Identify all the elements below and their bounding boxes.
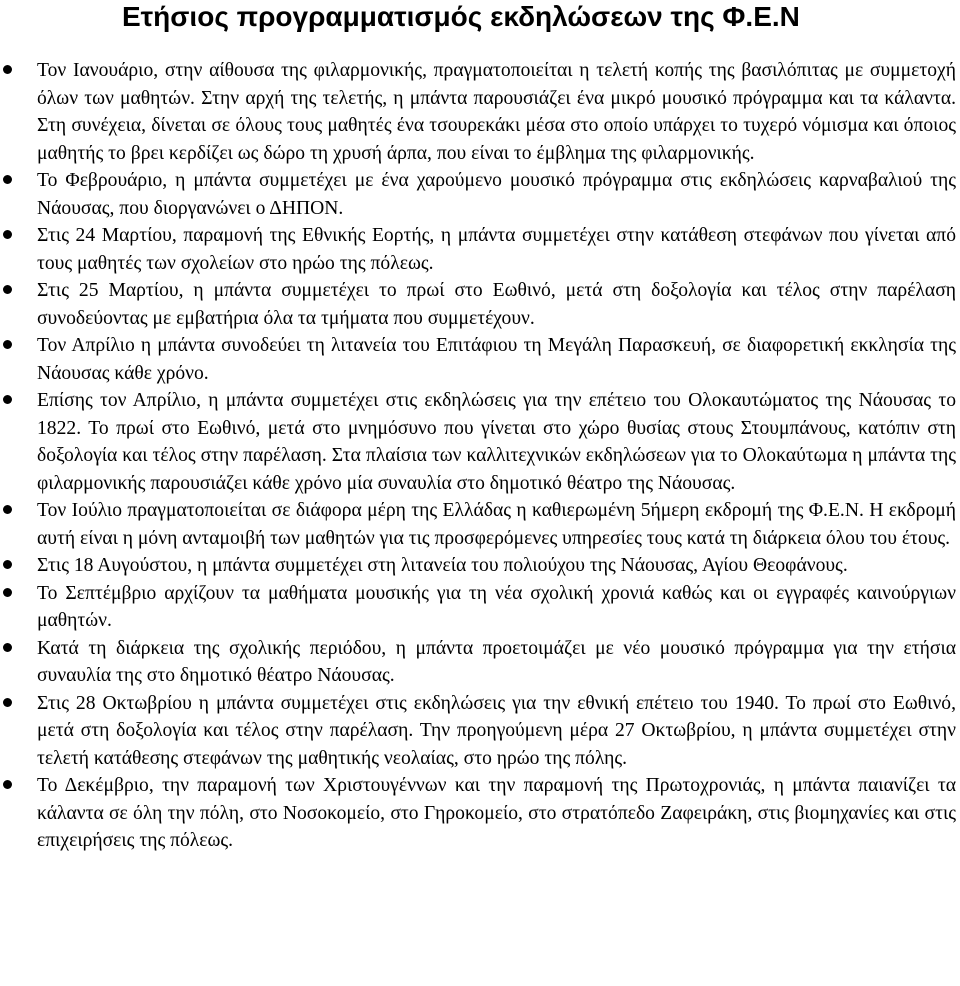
list-item (0, 332, 960, 387)
list-item-text: Στις 28 Οκτωβρίου η μπάντα συμμετέχει στις εκδηλώσεις για την εθνική επέτειο του 1940. Το πρωί στο Εωθινό, μετά στη δοξολογία και τέλος στην παρέλαση. Την προηγούμενη μέρα 27 Οκτωβρίου, η μπάντα συμμετέχει στην τελετή κατάθεσης στεφάνων της μαθητικής νεολαίας, στο ηρώο της πόλης. (37, 692, 956, 769)
list-item-text: Κατά τη διάρκεια της σχολικής περιόδου, η μπάντα προετοιμάζει με νέο μουσικό πρόγραμμα για την ετήσια συναυλία της στο δημοτικό θέατρο Νάουσας. (37, 637, 956, 686)
bullet-icon (3, 230, 12, 239)
list-item-text: Τον Ιούλιο πραγματοποιείται σε διάφορα μέρη της Ελλάδας η καθιερωμένη 5ήμερη εκδρομή της Φ.Ε.Ν. Η εκδρομή αυτή είναι η μόνη ανταμοιβή των μαθητών για τις προσφερόμενες υπηρεσίες τους κατά τη διάρκεια όλου του έτους. (37, 500, 956, 549)
page-title: Ετήσιος προγραμματισμός εκδηλώσεων της Φ.Ε.Ν (122, 1, 800, 32)
list-item (0, 497, 960, 552)
events-list (0, 57, 960, 855)
bullet-icon (3, 505, 12, 514)
list-item-text: Επίσης τον Απρίλιο, η μπάντα συμμετέχει στις εκδηλώσεις για την επέτειο του Ολοκαυτώματος της Νάουσας το 1822. Το πρωί στο Εωθινό, μετά στο μνημόσυνο που γίνεται στο χώρο θυσίας στους Στουμπάνους, κατόπιν στη δοξολογία και τέλος στην παρέλαση. Στα πλαίσια των καλλιτεχνικών εκδηλώσεων για το Ολοκαύτωμα η μπάντα της φιλαρμονικής παρουσιάζει κάθε χρόνο μία συναυλία στο δημοτικό θέατρο της Νάουσας. (37, 390, 956, 494)
bullet-icon (3, 588, 12, 597)
bullet-icon (3, 340, 12, 349)
list-item (0, 277, 960, 332)
list-item-text: Στις 24 Μαρτίου, παραμονή της Εθνικής Εορτής, η μπάντα συμμετέχει στην κατάθεση στεφάνων που γίνεται από τους μαθητές των σχολείων στο ηρώο της πόλεως. (37, 225, 956, 274)
bullet-icon (3, 65, 12, 74)
list-item (0, 57, 960, 167)
list-item-text: Το Σεπτέμβριο αρχίζουν τα μαθήματα μουσικής για τη νέα σχολική χρονιά καθώς και οι εγγραφές καινούργιων μαθητών. (37, 582, 956, 631)
bullet-icon (3, 175, 12, 184)
list-item-text: Το Φεβρουάριο, η μπάντα συμμετέχει με ένα χαρούμενο μουσικό πρόγραμμα στις εκδηλώσεις καρναβαλιού της Νάουσας, που διοργανώνει ο ΔΗΠΟΝ. (37, 170, 956, 219)
list-item (0, 552, 960, 580)
list-item-text: Τον Ιανουάριο, στην αίθουσα της φιλαρμονικής, πραγματοποιείται η τελετή κοπής της βασιλόπιτας με συμμετοχή όλων των μαθητών. Στην αρχή της τελετής, η μπάντα παρουσιάζει ένα μικρό μουσικό πρόγραμμα και τα κάλαντα. Στη συνέχεια, δίνεται σε όλους τους μαθητές ένα τσουρεκάκι μέσα στο οποίο υπάρχει το τυχερό νόμισμα και όποιος μαθητής το βρει κερδίζει ως δώρο τη χρυσή άρπα, που είναι το έμβλημα της φιλαρμονικής. (37, 60, 956, 164)
bullet-icon (3, 285, 12, 294)
list-item (0, 690, 960, 773)
list-item (0, 635, 960, 690)
list-item (0, 580, 960, 635)
bullet-icon (3, 560, 12, 569)
list-item-text: Το Δεκέμβριο, την παραμονή των Χριστουγέννων και την παραμονή της Πρωτοχρονιάς, η μπάντα παιανίζει τα κάλαντα σε όλη την πόλη, στο Νοσοκομείο, στο Γηροκομείο, στο στρατόπεδο Ζαφειράκη, στις βιομηχανίες και στις επιχειρήσεις της πόλεως. (37, 775, 956, 851)
bullet-icon (3, 395, 12, 404)
list-item-text: Στις 25 Μαρτίου, η μπάντα συμμετέχει το πρωί στο Εωθινό, μετά στη δοξολογία και τέλος στην παρέλαση συνοδεύοντας με εμβατήρια όλα τα τμήματα που συμμετέχουν. (37, 280, 956, 329)
list-item (0, 387, 960, 497)
list-item-text: Τον Απρίλιο η μπάντα συνοδεύει τη λιτανεία του Επιτάφιου τη Μεγάλη Παρασκευή, σε διαφορετική εκκλησία της Νάουσας κάθε χρόνο. (37, 335, 956, 384)
list-item (0, 772, 960, 855)
list-item (0, 222, 960, 277)
bullet-icon (3, 698, 12, 707)
bullet-icon (3, 780, 12, 789)
list-item-text: Στις 18 Αυγούστου, η μπάντα συμμετέχει στη λιτανεία του πολιούχου της Νάουσας, Αγίου Θεοφάνους. (37, 555, 848, 576)
list-item (0, 167, 960, 222)
bullet-icon (3, 643, 12, 652)
